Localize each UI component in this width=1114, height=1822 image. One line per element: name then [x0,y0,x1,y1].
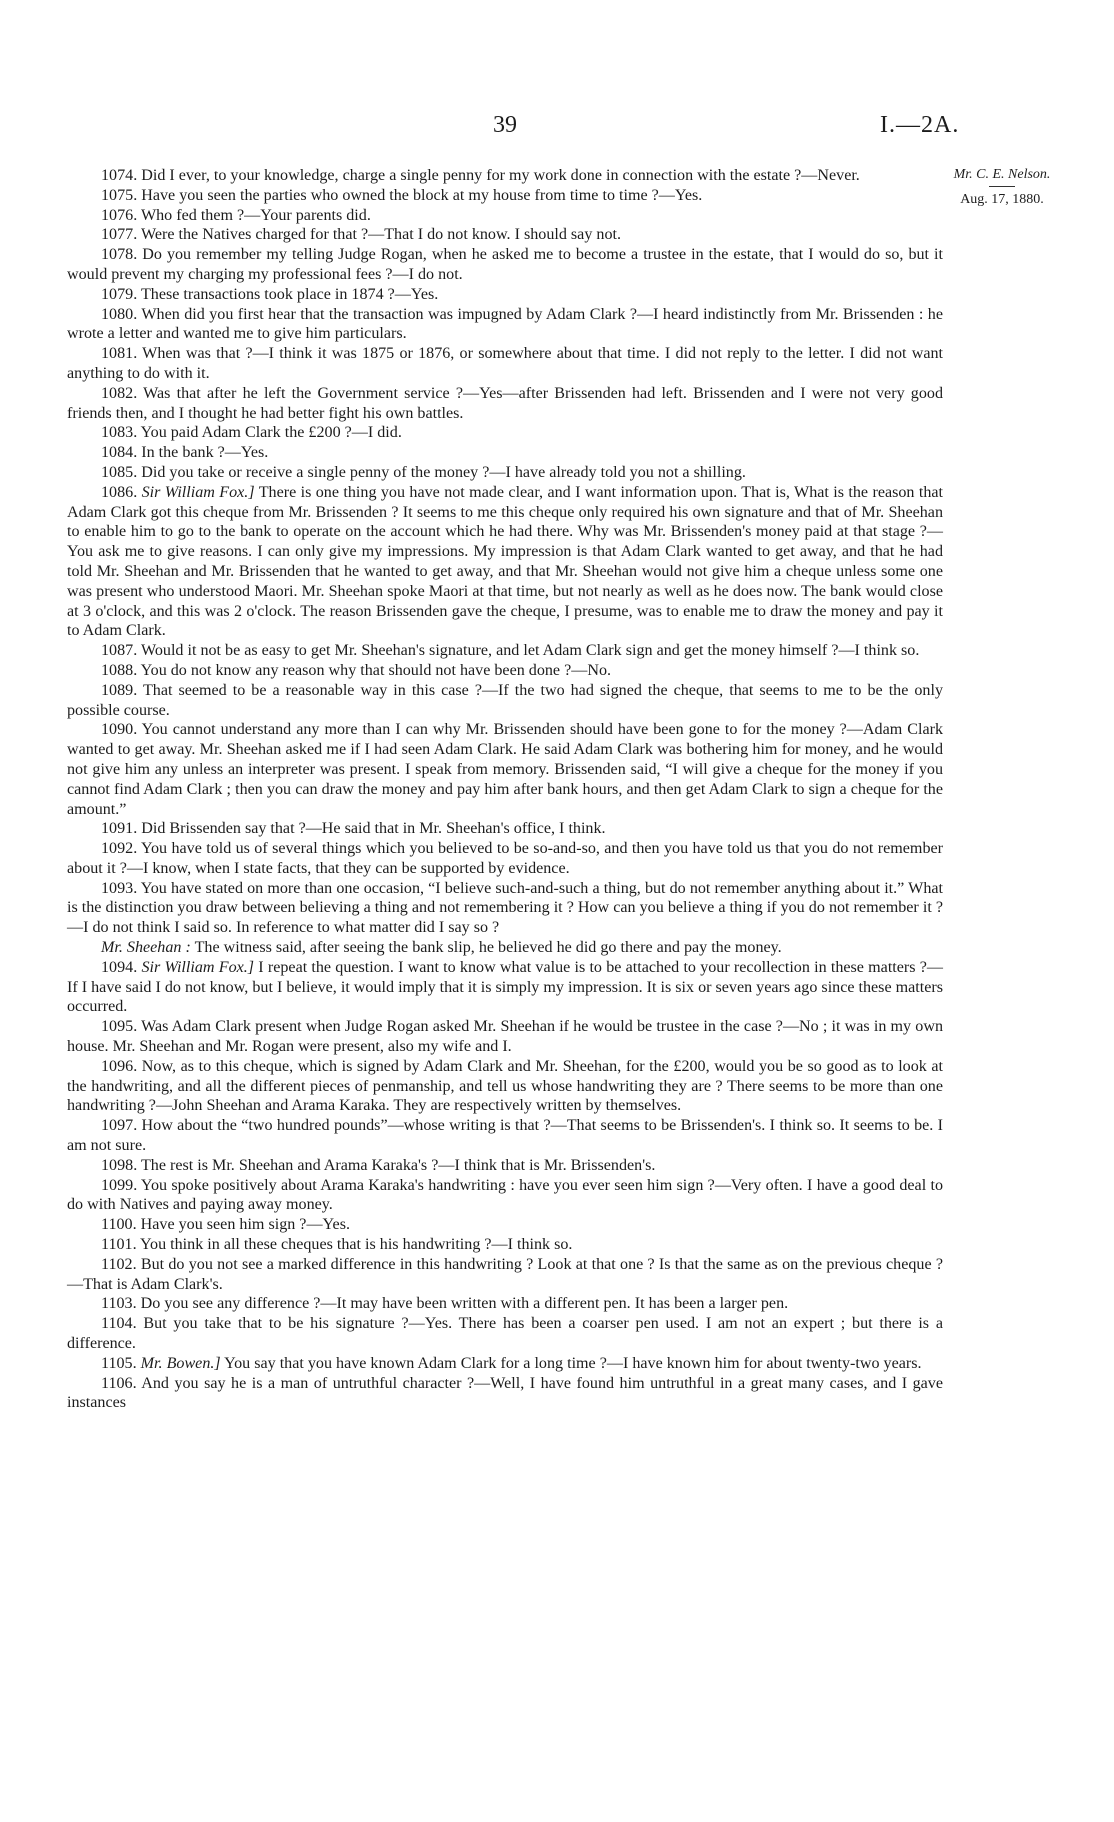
paragraph [67,1314,943,1354]
paragraph-text: 1100. Have you seen him sign ?—Yes. [101,1216,350,1234]
question-number: 1105. [101,1354,141,1372]
paragraph [67,463,943,483]
paragraph [67,225,943,245]
paragraph [67,1156,943,1176]
paragraph-text: 1106. And you say he is a man of untruthful character ?—Well, I have found him untruthful in a great many cases, and I gave instances [67,1374,943,1412]
paragraph [67,661,943,681]
paragraph-text: 1077. Were the Natives charged for that ?—That I do not know. I should say not. [101,226,621,244]
paragraph-text: 1088. You do not know any reason why that should not have been done ?—No. [101,661,612,679]
paragraph-text: 1082. Was that after he left the Government service ?—Yes—after Brissenden had left. Brissenden and I were not very good friends then, and I thought he had better fight his own battles. [67,384,943,422]
paragraph [67,879,943,938]
paragraph-text: 1097. How about the “two hundred pounds”—whose writing is that ?—That seems to be Brissenden's. I think so. It seems to be. I am not sure. [67,1117,943,1155]
margin-note [922,166,1082,209]
paragraph-text: 1074. Did I ever, to your knowledge, charge a single penny for my work done in connection with the estate ?—Never. [101,167,860,184]
paragraph-text: 1102. But do you not see a marked difference in this handwriting ? Look at that one ? Is that the same as on the previous cheque ?—That is Adam Clark's. [67,1255,943,1293]
paragraph-text: 1080. When did you first hear that the transaction was impugned by Adam Clark ?—I heard indistinctly from Mr. Brissenden : he wrote a letter and wanted me to give him particulars. [67,305,943,343]
paragraph-text: 1098. The rest is Mr. Sheehan and Arama Karaka's ?—I think that is Mr. Brissenden's. [101,1156,656,1174]
margin-witness-name: Mr. C. E. Nelson. [953,167,1051,182]
paragraph [67,344,943,384]
paragraph-text: 1078. Do you remember my telling Judge Rogan, when he asked me to become a trustee in the estate, that I would do so, but it would prevent my charging my professional fees ?—I do not. [67,246,943,283]
question-number: 1086. [101,483,142,501]
paragraph-text: 1093. You have stated on more than one occasion, “I believe such-and-such a thing, but do not remember anything about it.” What is the distinction you draw between believing a thing and not remembering it ? How can you believe a thing if you do not remember it ?—I do not think I said so. In reference to what matter did I say so ? [67,879,943,937]
paragraph-text: You say that you have known Adam Clark for a long time ?—I have known him for about twenty-two years. [220,1354,922,1372]
paragraph-text: 1095. Was Adam Clark present when Judge Rogan asked Mr. Sheehan if he would be trustee in the case ?—No ; it was in my own house. Mr. Sheehan and Mr. Rogan were present, also my wife and I. [67,1018,943,1056]
paragraph [67,166,943,186]
paragraph [67,1354,943,1374]
paragraph-text: 1096. Now, as to this cheque, which is signed by Adam Clark and Mr. Sheehan, for the £200, would you be so good as to look at the handwriting, and all the different pieces of penmanship, and tell us whose handwriting they are ? There seems to be more than one handwriting ?—John Sheehan and Arama Karaka. They are respectively written by themselves. [67,1057,943,1115]
paragraph [67,938,943,958]
paragraph [67,443,943,463]
paragraph-text: 1092. You have told us of several things which you believed to be so-and-so, and then you have told us that you do not remember about it ?—I know, when I state facts, that they can be supported by evidence. [67,840,943,877]
paragraph-text: 1099. You spoke positively about Arama Karaka's handwriting : have you ever seen him sign ?—Very often. I have a good deal to do with Natives and paying away money. [67,1176,943,1214]
paragraph [67,641,943,661]
paragraph [67,423,943,443]
paragraph [67,839,943,879]
paragraph-text: 1101. You think in all these cheques that is his handwriting ?—I think so. [101,1236,573,1254]
paragraph-text: 1084. In the bank ?—Yes. [101,444,269,462]
paragraph [67,720,943,819]
paragraph-text: 1081. When was that ?—I think it was 1875 or 1876, or somewhere about that time. I did not reply to the letter. I did not want anything to do with it. [67,345,943,382]
paragraph-text: 1089. That seemed to be a reasonable way in this case ?—If the two had signed the cheque, that seems to me to be the only possible course. [67,681,943,719]
speaker-name: Sir William Fox.] [141,958,255,976]
paragraph-text: 1104. But you take that to be his signature ?—Yes. There has been a coarser pen used. I am not an expert ; but there is a difference. [67,1315,943,1353]
margin-date: Aug. 17, 1880. [960,192,1044,207]
paragraph-text: 1083. You paid Adam Clark the £200 ?—I did. [101,424,402,442]
paragraph-text: The witness said, after seeing the bank slip, he believed he did go there and pay the money. [190,939,782,957]
paragraph [67,958,943,1017]
paragraph-text: 1076. Who fed them ?—Your parents did. [101,206,371,224]
paragraph [67,1235,943,1255]
speaker-name: Mr. Bowen.] [140,1354,221,1372]
paragraph [67,186,943,206]
paragraph [67,1294,943,1314]
paragraph [67,384,943,424]
paragraph [67,1176,943,1216]
paragraph-text: 1103. Do you see any difference ?—It may have been written with a different pen. It has been a larger pen. [101,1295,789,1313]
paragraph [67,206,943,226]
margin-divider [989,186,1015,187]
paragraph-text: 1087. Would it not be as easy to get Mr. Sheehan's signature, and let Adam Clark sign and get the money himself ?—I think so. [101,642,920,660]
paragraph [67,1017,943,1057]
paragraph [67,285,943,305]
paragraph [67,1116,943,1156]
document-reference: I.—2A. [880,112,960,138]
speaker-name: Sir William Fox.] [141,483,255,501]
paragraph-text: There is one thing you have not made clear, and I want information upon. That is, What is the reason that Adam Clark got this cheque from Mr. Brissenden ? It seems to me this cheque only required his own signature and that of Mr. Sheehan to enable him to go to the bank to operate on the account which he had there. Why was Mr. Brissenden's money paid at that stage ?—You ask me to give reasons. I can only give my impressions. My impression is that Adam Clark wanted to get away, and that he had told Mr. Sheehan and Mr. Brissenden that he wanted to get away, and that Mr. Sheehan would not give him a cheque unless some one was present who understood Maori. Mr. Sheehan spoke Maori at that time, but not nearly as well as he does now. The bank would close at 3 o'clock, and this was 2 o'clock. The reason Brissenden gave the cheque, I presume, was to enable me to draw the money and pay it to Adam Clark. [67,483,944,640]
paragraph [67,1057,943,1116]
paragraph-text: 1085. Did you take or receive a single penny of the money ?—I have already told you not a shilling. [101,463,746,481]
paragraph-text: 1079. These transactions took place in 1874 ?—Yes. [101,285,439,303]
paragraph-text: 1090. You cannot understand any more than I can why Mr. Brissenden should have been gone to for the money ?—Adam Clark wanted to get away. Mr. Sheehan asked me if I had seen Adam Clark. He said Adam Clark was bothering him for money, and he would not give him any unless an interpreter was present. I speak from memory. Brissenden said, “I will give a cheque for the money if you cannot find Adam Clark ; then you can draw the money and pay him after bank hours, and then get Adam Clark to sign a cheque for the amount.” [67,721,943,818]
question-number: 1094. [101,958,142,976]
paragraph [67,483,943,641]
speaker-name: Mr. Sheehan : [101,939,191,957]
paragraph [67,245,943,285]
paragraph [67,1255,943,1295]
paragraph [67,1215,943,1235]
page-number: 39 [493,112,517,138]
paragraph [67,681,943,721]
paragraph [67,305,943,345]
testimony-body [67,166,943,1413]
paragraph-text: 1075. Have you seen the parties who owned the block at my house from time to time ?—Yes. [101,186,703,204]
paragraph-text: I repeat the question. I want to know what value is to be attached to your recollection in these matters ?—If I have said I do not know, but I believe, it would imply that it is simply my impression. It is six or seven years ago since these matters occurred. [67,958,943,1016]
paragraph-text: 1091. Did Brissenden say that ?—He said that in Mr. Sheehan's office, I think. [101,820,606,838]
paragraph [67,819,943,839]
paragraph [67,1374,943,1414]
